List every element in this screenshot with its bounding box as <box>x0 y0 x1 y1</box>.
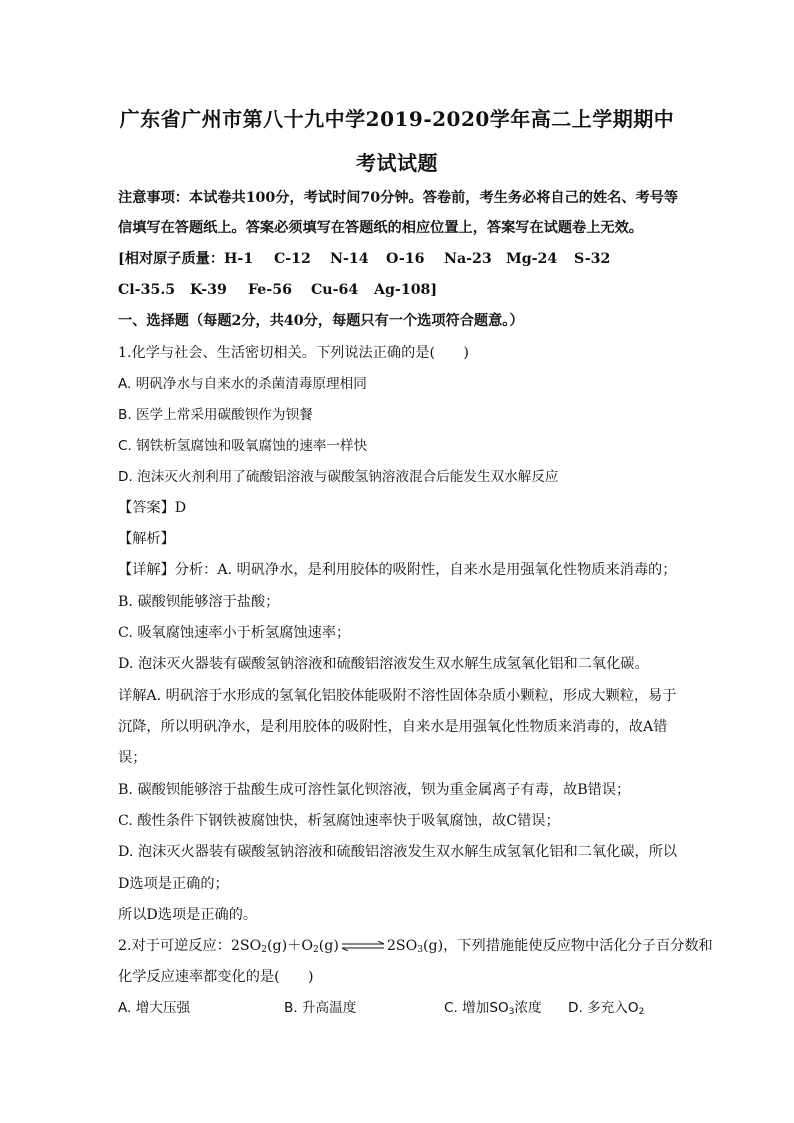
atomic-mass-s: S-32 <box>574 251 611 267</box>
q1-detail-line-10: D. 泡沫灭火器装有碳酸氢钠溶液和硫酸铝溶液发生双水解生成氢氧化铝和二氧化碳，所以 <box>118 844 678 860</box>
q2-option-c-prefix: C. 增加SO <box>444 1000 509 1016</box>
q1-option-c: C. 钢铁析氢腐蚀和吸氧腐蚀的速率一样快 <box>118 438 368 454</box>
atomic-mass-c: C-12 <box>274 251 311 267</box>
q1-detail-line-5: 详解A. 明矾溶于水形成的氢氧化铝胶体能吸附不溶性固体杂质小颗粒，形成大颗粒，易于 <box>118 688 677 704</box>
atomic-mass-ag: Ag-108] <box>374 282 438 298</box>
atomic-mass-o: O-16 <box>386 251 425 267</box>
q2-option-c-sub: 3 <box>508 1007 515 1017</box>
q1-option-b: B. 医学上常采用碳酸钡作为钡餐 <box>118 407 313 423</box>
q1-detail-line-12: 所以D选项是正确的。 <box>118 907 258 923</box>
q1-option-a: A. 明矾净水与自来水的杀菌清毒原理相同 <box>118 376 367 392</box>
atomic-mass-cu: Cu-64 <box>311 282 359 298</box>
q2-option-c <box>444 998 542 1018</box>
q1-detail-line-7: 误； <box>118 750 147 766</box>
atomic-mass-fe: Fe-56 <box>248 282 292 298</box>
exam-title-line1: 广东省广州市第八十九中学2019-2020学年高二上学期期中 <box>119 107 675 131</box>
q1-answer: 【答案】D <box>118 500 187 516</box>
q1-detail-line-9: C. 酸性条件下钢铁被腐蚀快，析氢腐蚀速率快于吸氧腐蚀，故C错误； <box>118 813 560 829</box>
q1-analysis-label: 【解析】 <box>118 531 175 547</box>
q1-detail-line-8: B. 碳酸钡能够溶于盐酸生成可溶性氯化钡溶液，钡为重金属离子有毒，故B错误； <box>118 782 631 798</box>
atomic-mass-n: N-14 <box>330 251 369 267</box>
q1-detail-line-2: B. 碳酸钡能够溶于盐酸； <box>118 594 280 610</box>
q2-stem-suffix: ，下列措施能使反应物中活化分子百分数和 <box>443 938 713 954</box>
exam-title-line2: 考试试题 <box>356 151 438 175</box>
q1-stem: 1.化学与社会、生活密切相关。下列说法正确的是( ) <box>118 345 469 361</box>
q2-option-d-prefix: D. 多充入O <box>568 1000 639 1016</box>
q2-sub-o2: 2 <box>312 945 319 955</box>
q2-option-b: B. 升高温度 <box>284 1000 357 1016</box>
q2-sub-2: 2 <box>261 945 267 955</box>
q2-product-g: (g) <box>422 938 444 954</box>
q1-detail-line-6: 沉降，所以明矾净水，是利用胶体的吸附性，自来水是用强氧化性物质来消毒的，故A错 <box>118 719 668 735</box>
q2-stem-prefix: 2.对于可逆反应： <box>118 938 231 954</box>
q2-option-d <box>568 998 644 1018</box>
q1-detail-line-4: D. 泡沫灭火器装有碳酸氢钠溶液和硫酸铝溶液发生双水解生成氢氧化铝和二氧化碳。 <box>118 656 649 672</box>
q2-option-a: A. 增大压强 <box>118 1000 191 1016</box>
q1-detail-line-11: D选项是正确的； <box>118 876 229 892</box>
q2-product-so3: 2SO <box>386 938 418 954</box>
q2-option-c-suffix: 浓度 <box>514 1000 542 1016</box>
atomic-mass-k: K-39 <box>190 282 227 298</box>
notice-line2: 信填写在答题纸上。答案必须填写在答题纸的相应位置上，答案写在试题卷上无效。 <box>118 220 643 236</box>
atomic-mass-cl: Cl-35.5 <box>118 282 176 298</box>
q2-sub-3: 3 <box>417 945 423 955</box>
q2-reactant-so2: 2SO <box>230 938 262 954</box>
reversible-arrow-icon <box>341 941 385 951</box>
section-heading: 一、选择题（每题2分，共40分，每题只有一个选项符合题意。） <box>118 313 524 329</box>
q2-stem-line2: 化学反应速率都变化的是( ) <box>118 969 314 985</box>
q2-reactant-g: (g) <box>318 938 339 954</box>
atomic-mass-h: [相对原子质量：H-1 <box>118 251 254 267</box>
q1-detail-line-3: C. 吸氧腐蚀速率小于析氢腐蚀速率； <box>118 625 351 641</box>
q1-detail-line-1: 【详解】分析：A. 明矾净水，是利用胶体的吸附性，自来水是用强氧化性物质来消毒的； <box>118 562 677 578</box>
q2-reactant-o2: (g)＋O <box>266 938 313 954</box>
atomic-mass-na: Na-23 <box>444 251 492 267</box>
q2-stem-line1 <box>118 936 713 956</box>
q2-option-d-sub: 2 <box>638 1007 645 1017</box>
q1-option-d: D. 泡沫灭火剂利用了硫酸铝溶液与碳酸氢钠溶液混合后能发生双水解反应 <box>118 469 559 485</box>
atomic-mass-mg: Mg-24 <box>506 251 558 267</box>
notice-line1: 注意事项：本试卷共100分，考试时间70分钟。答卷前，考生务必将自己的姓名、考号等 <box>118 190 679 206</box>
